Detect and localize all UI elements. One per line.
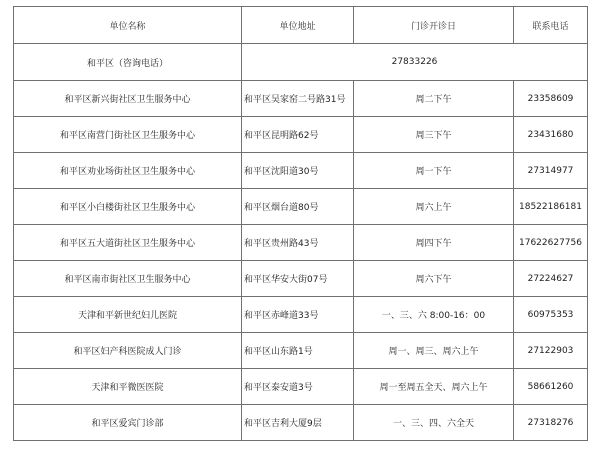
table-row	[14, 369, 588, 405]
header-clinic-days: 门诊开诊日	[354, 7, 514, 44]
cell-unit-name: 和平区新兴街社区卫生服务中心	[14, 81, 242, 117]
cell-unit-name: 和平区劝业场街社区卫生服务中心	[14, 153, 242, 189]
cell-clinic-days: 周四下午	[354, 225, 514, 261]
table-row	[14, 405, 588, 441]
cell-phone: 23358609	[514, 81, 588, 117]
cell-phone: 60975353	[514, 297, 588, 333]
cell-phone: 27122903	[514, 333, 588, 369]
header-phone: 联系电话	[514, 7, 588, 44]
table-row	[14, 333, 588, 369]
table-row	[14, 153, 588, 189]
cell-clinic-days: 周一至周五全天、周六上午	[354, 369, 514, 405]
cell-phone: 17622627756	[514, 225, 588, 261]
cell-phone: 18522186181	[514, 189, 588, 225]
cell-unit-name: 和平区妇产科医院成人门诊	[14, 333, 242, 369]
table-row	[14, 117, 588, 153]
cell-unit-name: 和平区南市街社区卫生服务中心	[14, 261, 242, 297]
table-row	[14, 297, 588, 333]
cell-clinic-days: 周一下午	[354, 153, 514, 189]
cell-unit-address: 和平区吴家窑二号路31号	[242, 81, 354, 117]
cell-unit-name: 和平区小白楼街社区卫生服务中心	[14, 189, 242, 225]
cell-phone: 23431680	[514, 117, 588, 153]
cell-unit-address: 和平区贵州路43号	[242, 225, 354, 261]
cell-phone: 27318276	[514, 405, 588, 441]
cell-clinic-days: 一、三、六 8:00-16：00	[354, 297, 514, 333]
clinic-schedule-table	[13, 6, 588, 441]
cell-phone: 27314977	[514, 153, 588, 189]
cell-unit-name: 天津和平微医医院	[14, 369, 242, 405]
table-row	[14, 81, 588, 117]
header-unit-name: 单位名称	[14, 7, 242, 44]
cell-unit-name: 天津和平新世纪妇儿医院	[14, 297, 242, 333]
cell-phone: 27224627	[514, 261, 588, 297]
cell-clinic-days: 周六上午	[354, 189, 514, 225]
cell-clinic-days: 一、三、四、六全天	[354, 405, 514, 441]
cell-unit-address: 和平区昆明路62号	[242, 117, 354, 153]
cell-clinic-days: 周三下午	[354, 117, 514, 153]
cell-clinic-days: 周二下午	[354, 81, 514, 117]
table-header-row	[14, 7, 588, 44]
cell-phone: 58661260	[514, 369, 588, 405]
header-unit-address: 单位地址	[242, 7, 354, 44]
table-row	[14, 225, 588, 261]
cell-unit-address: 和平区沈阳道30号	[242, 153, 354, 189]
cell-unit-name: 和平区南营门街社区卫生服务中心	[14, 117, 242, 153]
hotline-number: 27833226	[242, 44, 588, 81]
hotline-label: 和平区（咨询电话）	[14, 44, 242, 81]
table-body	[14, 44, 588, 441]
cell-unit-address: 和平区华安大街07号	[242, 261, 354, 297]
cell-unit-name: 和平区爱宾门诊部	[14, 405, 242, 441]
cell-unit-address: 和平区吉利大厦9层	[242, 405, 354, 441]
cell-unit-address: 和平区烟台道80号	[242, 189, 354, 225]
cell-unit-address: 和平区泰安道3号	[242, 369, 354, 405]
cell-unit-address: 和平区赤峰道33号	[242, 297, 354, 333]
cell-unit-address: 和平区山东路1号	[242, 333, 354, 369]
cell-unit-name: 和平区五大道街社区卫生服务中心	[14, 225, 242, 261]
hotline-row	[14, 44, 588, 81]
cell-clinic-days: 周一、周三、周六上午	[354, 333, 514, 369]
table-row	[14, 189, 588, 225]
table-row	[14, 261, 588, 297]
cell-clinic-days: 周六下午	[354, 261, 514, 297]
